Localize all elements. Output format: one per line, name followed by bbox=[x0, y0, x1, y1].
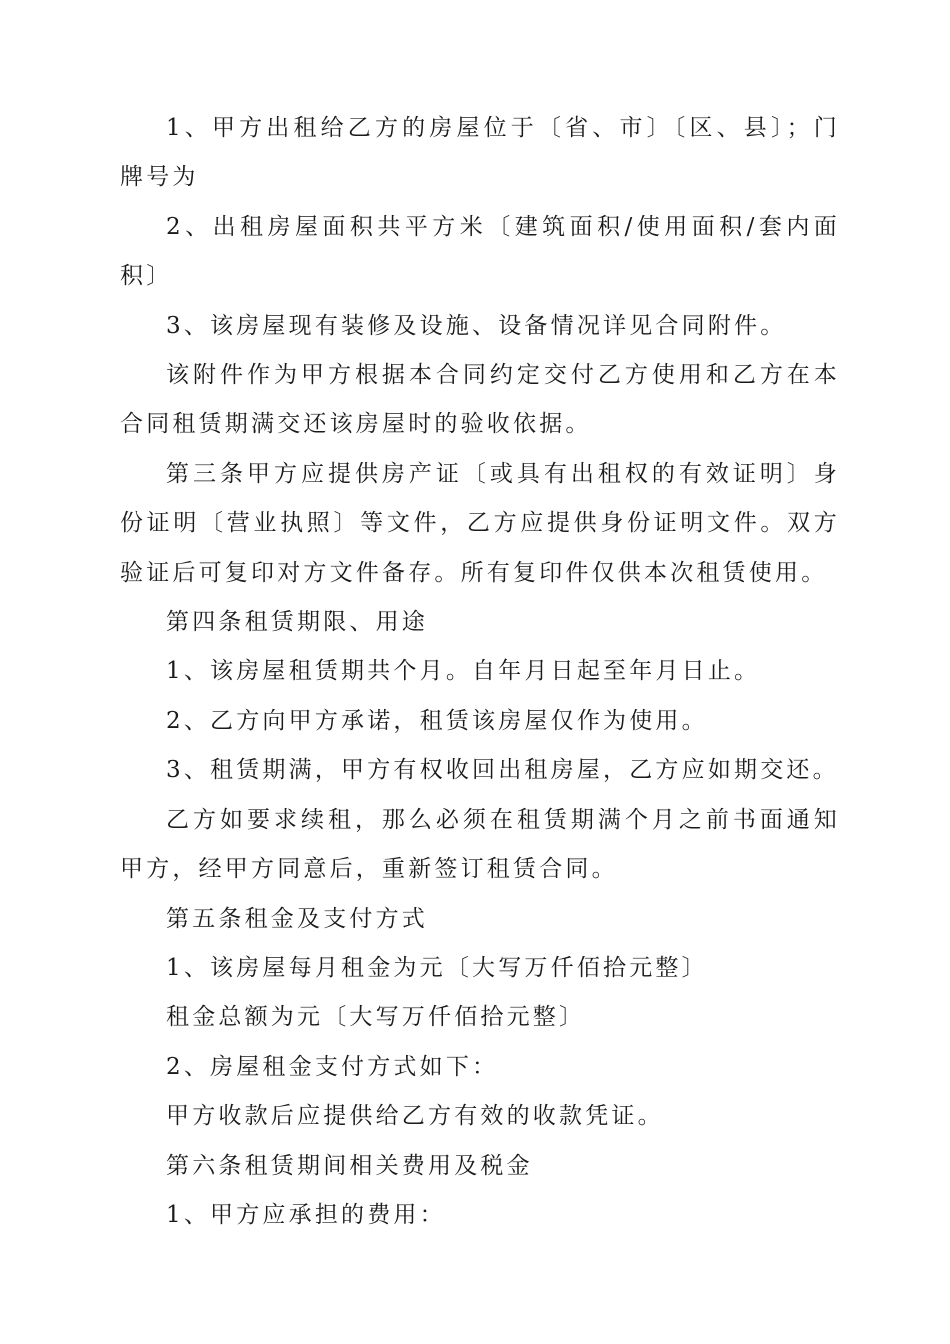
paragraph-attachment-basis: 该附件作为甲方根据本合同约定交付乙方使用和乙方在本合同租赁期满交还该房屋时的验收依据。 bbox=[120, 362, 840, 438]
paragraph-total-rent: 租金总额为元〔大写万仟佰拾元整〕 bbox=[166, 1004, 586, 1031]
paragraph-lease-expiry: 3、租赁期满，甲方有权收回出租房屋，乙方应如期交还。 bbox=[166, 757, 839, 784]
paragraph-monthly-rent: 1、该房屋每月租金为元〔大写万仟佰拾元整〕 bbox=[166, 954, 708, 981]
heading-article-4: 第四条租赁期限、用途 bbox=[166, 609, 428, 636]
paragraph-lease-term: 1、该房屋租赁期共个月。自年月日起至年月日止。 bbox=[166, 658, 761, 685]
document-body bbox=[120, 104, 840, 1240]
paragraph-premises-area: 2、出租房屋面积共平方米〔建筑面积/使用面积/套内面积〕 bbox=[120, 213, 840, 290]
paragraph-receipt: 甲方收款后应提供给乙方有效的收款凭证。 bbox=[166, 1103, 664, 1130]
paragraph-article-3: 第三条甲方应提供房产证〔或具有出租权的有效证明〕身份证明〔营业执照〕等文件，乙方应提供身份证明文件。双方验证后可复印对方文件备存。所有复印件仅供本次租赁使用。 bbox=[120, 460, 840, 586]
heading-article-5: 第五条租金及支付方式 bbox=[166, 905, 428, 932]
paragraph-landlord-costs: 1、甲方应承担的费用： bbox=[166, 1201, 446, 1228]
heading-article-6: 第六条租赁期间相关费用及税金 bbox=[166, 1152, 533, 1179]
paragraph-premises-fixtures: 3、该房屋现有装修及设施、设备情况详见合同附件。 bbox=[166, 312, 787, 339]
paragraph-premises-location: 1、甲方出租给乙方的房屋位于〔省、市〕〔区、县〕；门牌号为 bbox=[120, 115, 840, 191]
paragraph-lease-renewal: 乙方如要求续租，那么必须在租赁期满个月之前书面通知甲方，经甲方同意后，重新签订租赁合同。 bbox=[120, 806, 840, 883]
paragraph-payment-method: 2、房屋租金支付方式如下： bbox=[166, 1053, 499, 1080]
paragraph-lease-use: 2、乙方向甲方承诺，租赁该房屋仅作为使用。 bbox=[166, 707, 708, 734]
